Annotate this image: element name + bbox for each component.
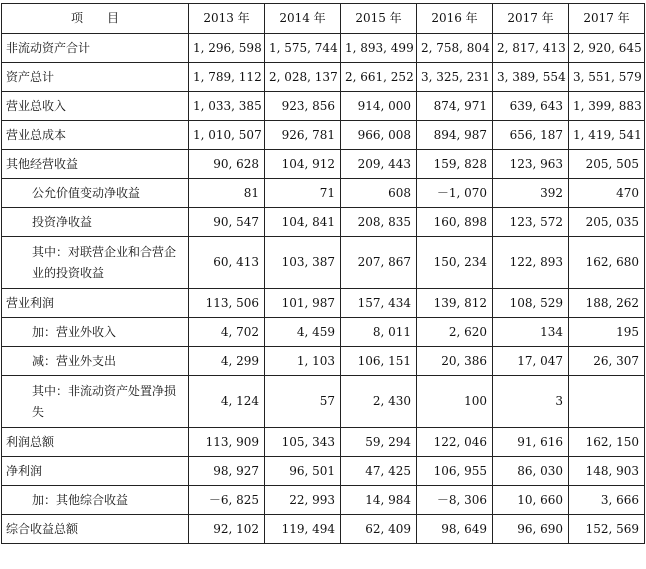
row-label: 非流动资产合计 (2, 34, 189, 63)
cell-value: 91, 616 (493, 428, 569, 457)
cell-value: 81 (189, 179, 265, 208)
row-label: 其中：对联营企业和合营企业的投资收益 (2, 237, 189, 289)
cell-value: 209, 443 (341, 150, 417, 179)
cell-value: 1, 033, 385 (189, 92, 265, 121)
cell-value: 150, 234 (417, 237, 493, 289)
cell-value: 47, 425 (341, 457, 417, 486)
cell-value: 205, 035 (569, 208, 645, 237)
cell-value: 195 (569, 318, 645, 347)
cell-value: 205, 505 (569, 150, 645, 179)
cell-value: 98, 649 (417, 515, 493, 544)
cell-value: 1, 010, 507 (189, 121, 265, 150)
cell-value: 104, 912 (265, 150, 341, 179)
cell-value: 122, 893 (493, 237, 569, 289)
cell-value: 134 (493, 318, 569, 347)
header-row (2, 4, 645, 34)
cell-value: 162, 150 (569, 428, 645, 457)
cell-value: 139, 812 (417, 289, 493, 318)
cell-value: 148, 903 (569, 457, 645, 486)
row-label: 投资净收益 (2, 208, 189, 237)
cell-value: 1, 296, 598 (189, 34, 265, 63)
table-row (2, 289, 645, 318)
cell-value: 2, 620 (417, 318, 493, 347)
cell-value: 4, 124 (189, 376, 265, 428)
financial-table (1, 3, 645, 544)
cell-value: 106, 151 (341, 347, 417, 376)
row-label: 减：营业外支出 (2, 347, 189, 376)
cell-value: 208, 835 (341, 208, 417, 237)
cell-value: 152, 569 (569, 515, 645, 544)
table-row (2, 208, 645, 237)
cell-value: 4, 702 (189, 318, 265, 347)
header-year: 2014 年 (265, 4, 341, 34)
cell-value: 122, 046 (417, 428, 493, 457)
table-row (2, 34, 645, 63)
cell-value: 894, 987 (417, 121, 493, 150)
cell-value: 26, 307 (569, 347, 645, 376)
header-year: 2015 年 (341, 4, 417, 34)
cell-value: 2, 920, 645 (569, 34, 645, 63)
table-row (2, 457, 645, 486)
cell-value: 22, 993 (265, 486, 341, 515)
table-row (2, 318, 645, 347)
cell-value: 392 (493, 179, 569, 208)
row-label: 资产总计 (2, 63, 189, 92)
header-year: 2013 年 (189, 4, 265, 34)
cell-value: 639, 643 (493, 92, 569, 121)
row-label: 其他经营收益 (2, 150, 189, 179)
cell-value: 86, 030 (493, 457, 569, 486)
table-row (2, 150, 645, 179)
header-year: 2016 年 (417, 4, 493, 34)
cell-value: 59, 294 (341, 428, 417, 457)
cell-value: 96, 690 (493, 515, 569, 544)
row-label: 公允价值变动净收益 (2, 179, 189, 208)
table-row (2, 486, 645, 515)
cell-value: 1, 789, 112 (189, 63, 265, 92)
cell-value: 162, 680 (569, 237, 645, 289)
cell-value: 14, 984 (341, 486, 417, 515)
cell-value: 123, 572 (493, 208, 569, 237)
cell-value: －8, 306 (417, 486, 493, 515)
cell-value: 57 (265, 376, 341, 428)
cell-value: 103, 387 (265, 237, 341, 289)
cell-value: 1, 575, 744 (265, 34, 341, 63)
cell-value: 106, 955 (417, 457, 493, 486)
cell-value: 470 (569, 179, 645, 208)
cell-value: 188, 262 (569, 289, 645, 318)
cell-value: 874, 971 (417, 92, 493, 121)
cell-value: 113, 909 (189, 428, 265, 457)
cell-value: 60, 413 (189, 237, 265, 289)
cell-value: 159, 828 (417, 150, 493, 179)
cell-value: 123, 963 (493, 150, 569, 179)
cell-value: 96, 501 (265, 457, 341, 486)
cell-value: 207, 867 (341, 237, 417, 289)
header-item: 项 目 (2, 4, 189, 34)
cell-value: 1, 893, 499 (341, 34, 417, 63)
cell-value: 119, 494 (265, 515, 341, 544)
table-row (2, 376, 645, 428)
table-row (2, 121, 645, 150)
cell-value: 17, 047 (493, 347, 569, 376)
cell-value: 3, 389, 554 (493, 63, 569, 92)
cell-value: 8, 011 (341, 318, 417, 347)
cell-value: 2, 758, 804 (417, 34, 493, 63)
cell-value: 105, 343 (265, 428, 341, 457)
cell-value: 3 (493, 376, 569, 428)
cell-value: 1, 103 (265, 347, 341, 376)
cell-value: 3, 325, 231 (417, 63, 493, 92)
table-row (2, 92, 645, 121)
cell-value: 926, 781 (265, 121, 341, 150)
row-label: 加：其他综合收益 (2, 486, 189, 515)
cell-value: 914, 000 (341, 92, 417, 121)
cell-value: 113, 506 (189, 289, 265, 318)
cell-value: 608 (341, 179, 417, 208)
cell-value: 98, 927 (189, 457, 265, 486)
row-label: 其中：非流动资产处置净损失 (2, 376, 189, 428)
cell-value: －1, 070 (417, 179, 493, 208)
row-label: 净利润 (2, 457, 189, 486)
financial-table-container (1, 3, 645, 544)
header-year: 2017 年 (569, 4, 645, 34)
cell-value: 2, 661, 252 (341, 63, 417, 92)
cell-value: 71 (265, 179, 341, 208)
cell-value: 2, 817, 413 (493, 34, 569, 63)
cell-value: 160, 898 (417, 208, 493, 237)
cell-value: 2, 430 (341, 376, 417, 428)
cell-value: 101, 987 (265, 289, 341, 318)
cell-value: 104, 841 (265, 208, 341, 237)
cell-value: 108, 529 (493, 289, 569, 318)
row-label: 加：营业外收入 (2, 318, 189, 347)
cell-value: 3, 551, 579 (569, 63, 645, 92)
cell-value: 20, 386 (417, 347, 493, 376)
cell-value: －6, 825 (189, 486, 265, 515)
cell-value: 656, 187 (493, 121, 569, 150)
table-row (2, 515, 645, 544)
row-label: 综合收益总额 (2, 515, 189, 544)
cell-value: 62, 409 (341, 515, 417, 544)
cell-value: 3, 666 (569, 486, 645, 515)
cell-value: 4, 459 (265, 318, 341, 347)
header-year: 2017 年 (493, 4, 569, 34)
cell-value: 92, 102 (189, 515, 265, 544)
row-label: 利润总额 (2, 428, 189, 457)
row-label: 营业利润 (2, 289, 189, 318)
cell-value: 100 (417, 376, 493, 428)
table-row (2, 237, 645, 289)
cell-value: 2, 028, 137 (265, 63, 341, 92)
cell-value: 157, 434 (341, 289, 417, 318)
table-row (2, 347, 645, 376)
row-label: 营业总收入 (2, 92, 189, 121)
cell-value: 923, 856 (265, 92, 341, 121)
table-row (2, 63, 645, 92)
cell-value: 10, 660 (493, 486, 569, 515)
cell-value: 4, 299 (189, 347, 265, 376)
cell-value: 90, 547 (189, 208, 265, 237)
cell-value: 90, 628 (189, 150, 265, 179)
table-row (2, 428, 645, 457)
table-row (2, 179, 645, 208)
cell-value: 966, 008 (341, 121, 417, 150)
cell-value: 1, 399, 883 (569, 92, 645, 121)
cell-value: 1, 419, 541 (569, 121, 645, 150)
row-label: 营业总成本 (2, 121, 189, 150)
cell-value (569, 376, 645, 428)
